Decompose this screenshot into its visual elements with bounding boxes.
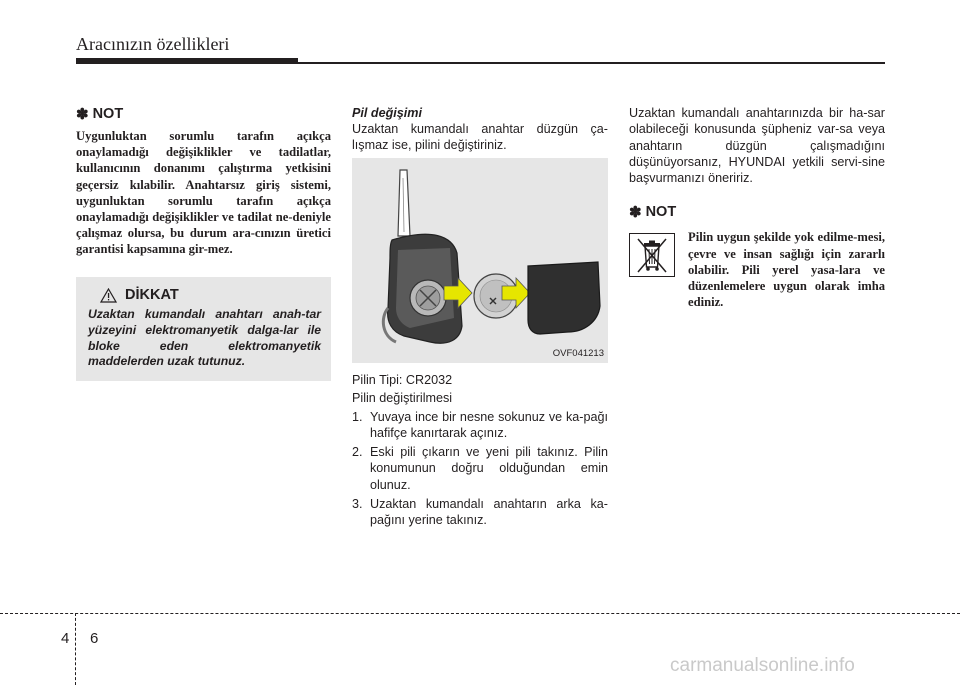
asterisk-icon: ✽: [76, 106, 89, 123]
disposal-note: [629, 229, 885, 319]
step-text: Eski pili çıkarın ve yeni pili takınız. Pilin konumunun doğru olduğundan emin olunuz.: [370, 445, 608, 492]
step-text: Yuvaya ince bir nesne sokunuz ve ka-pağı hafifçe kanırtarak açınız.: [370, 409, 608, 440]
step-number: 3.: [352, 497, 363, 512]
crossed-bin-icon: [630, 234, 674, 276]
header-rule-thin: [298, 62, 885, 64]
disposal-icon-box: [629, 233, 675, 277]
warning-heading: [100, 287, 321, 303]
list-item: [352, 409, 608, 442]
key-figure: [352, 158, 608, 363]
asterisk-icon: ✽: [629, 204, 642, 222]
note-heading-label: NOT: [92, 106, 124, 122]
disposal-text: Pilin uygun şekilde yok edilme-mesi, çevre ve insan sağlığı için zararlı olabilir. Pili yerel yasa-lara ve düzenlemelere uygun olarak imha ediniz.: [688, 230, 885, 310]
page-header-title: Aracınızın özellikleri: [76, 34, 230, 54]
column-3: [629, 105, 885, 319]
header-rule-thick: [76, 58, 298, 64]
warning-label: DİKKAT: [125, 287, 179, 303]
page-number-chapter: 4: [61, 630, 70, 647]
figure-code: OVF041213: [552, 348, 604, 359]
note-heading-1: [76, 105, 331, 123]
footer-horizontal-rule: [0, 613, 960, 614]
replace-title: Pilin değiştirilmesi: [352, 391, 453, 406]
section-intro: Uzaktan kumandalı anahtar düzgün ça-lışmaz ise, pilini değiştiriniz.: [352, 122, 608, 153]
section-title: Pil değişimi: [352, 106, 422, 120]
battery-type: Pilin Tipi: CR2032: [352, 373, 453, 387]
note-heading-2: [629, 203, 885, 221]
list-item: [352, 496, 608, 529]
step-number: 2.: [352, 445, 363, 460]
warning-text: Uzaktan kumandalı anahtarı anah-tar yüzeyini elektromanyetik dalga-lar ile bloke eden elektromanyetik maddelerden uzak tutunuz.: [88, 307, 321, 369]
warning-triangle-icon: [100, 288, 117, 303]
warning-box: [76, 277, 331, 381]
watermark: carmanualsonline.info: [670, 655, 855, 676]
step-text: Uzaktan kumandalı anahtarın arka ka-pağını yerine takınız.: [370, 497, 608, 528]
step-number: 1.: [352, 409, 363, 424]
battery-info: [352, 372, 608, 529]
key-battery-illustration: [352, 158, 608, 363]
note-text-1: Uygunluktan sorumlu tarafın açıkça onaylamadığı değişiklikler ve tadilatlar, kullanıcının donanımı çalıştırma yetkisini geçersiz kılabilir. Anahtarsız giriş sistemi, uygunluktan sorumlu tarafın açıkça onaylamadığı değişiklikler ve tadilat ne-deniyle çalışmaz olursa, bu durum ara-cınızın üretici garantisi kapsamına gir-mez.: [76, 129, 331, 257]
column-1: [76, 105, 331, 258]
list-item: [352, 444, 608, 493]
page-number-page: 6: [90, 630, 99, 647]
service-advice: Uzaktan kumandalı anahtarınızda bir ha-sar olabileceği konusunda şüpheniz var-sa veya anahtarın düzgün çalışmadığını düşünüyorsanız, HYUNDAI yetkili servi-sine başvurmanızı öneririz.: [629, 106, 885, 186]
column-2: [352, 105, 608, 154]
step-list: [352, 409, 608, 529]
footer-vertical-rule: [75, 613, 76, 685]
note-heading-label: NOT: [645, 204, 677, 221]
